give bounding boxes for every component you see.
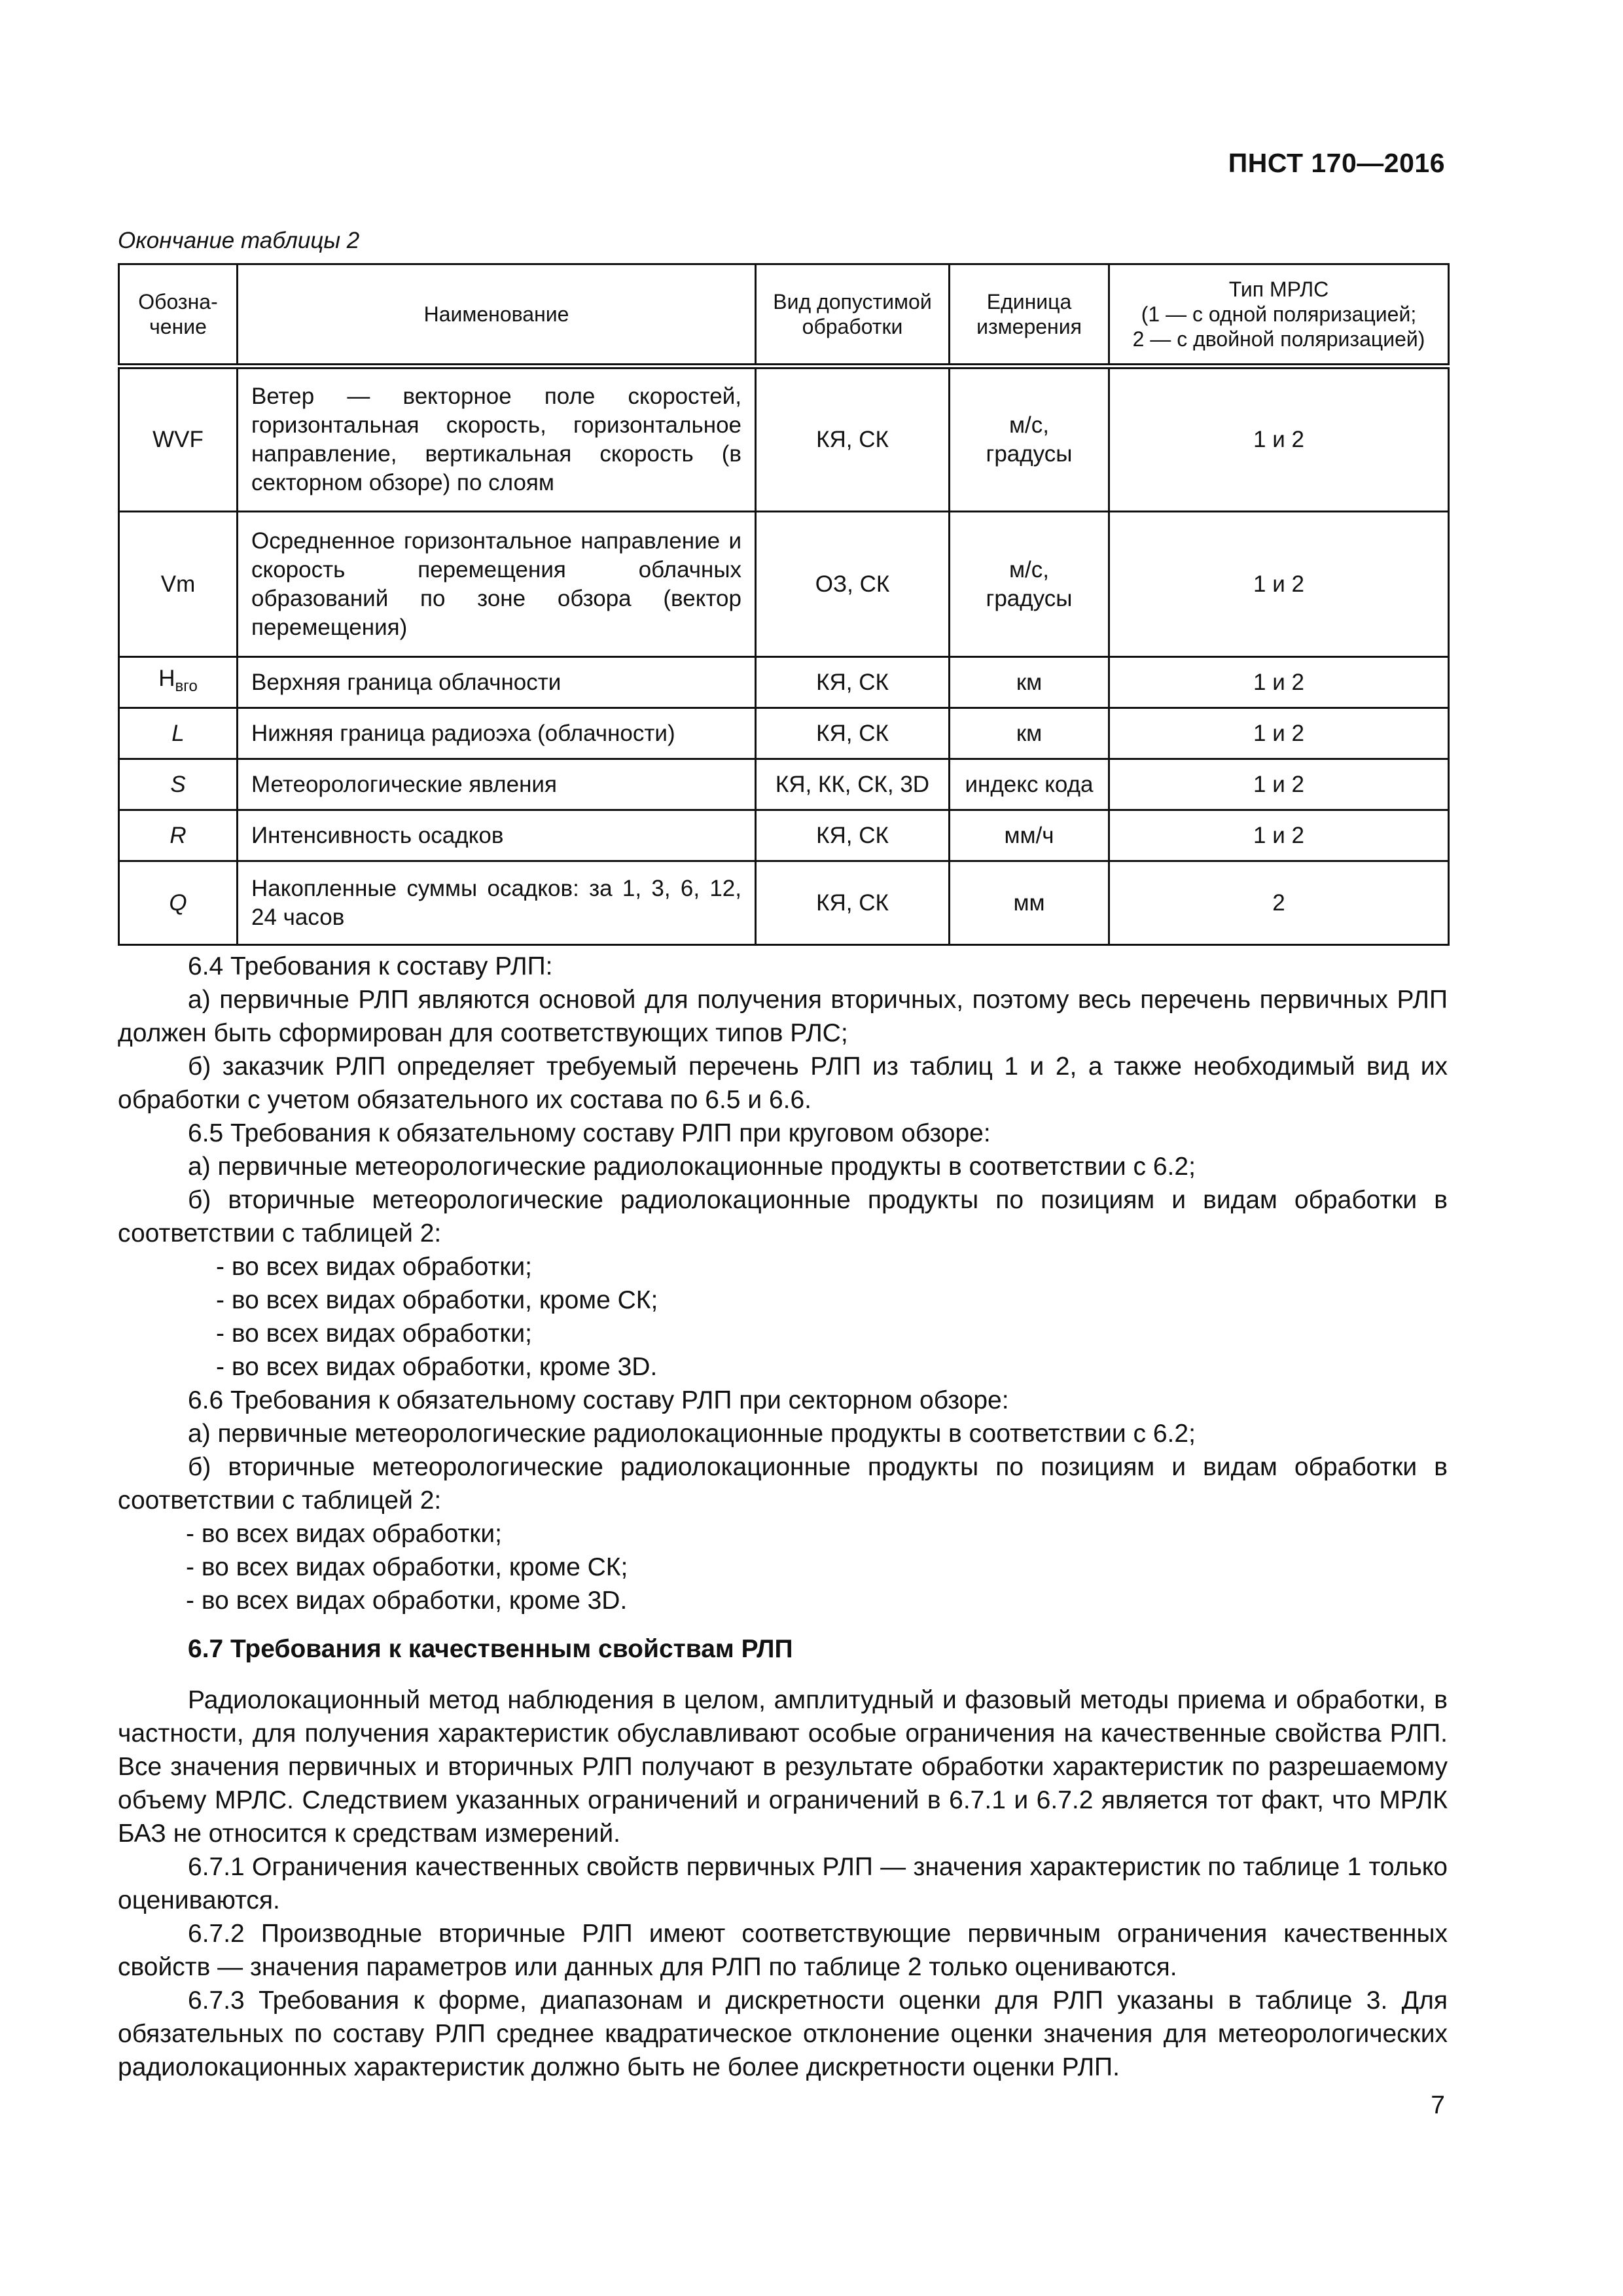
paragraph: а) первичные метеорологические радиолокационные продукты в соответствии с 6.2; [188, 1420, 1196, 1448]
cell-name: Накопленные суммы осадков: за 1, 3, 6, 12, 24 часов [238, 861, 756, 945]
table-header [119, 264, 1449, 367]
col-header-processing-text: Вид допустимой обработки [773, 290, 932, 338]
list-item: - во всех видах обработки; [216, 1319, 532, 1348]
cell-radar-type: 1 и 2 [1109, 708, 1449, 759]
col-header-radar-type-text: Тип МРЛС (1 — с одной поляризацией; 2 — с двойной поляризацией) [1132, 278, 1425, 351]
cell-name: Интенсивность осадков [238, 810, 756, 861]
list-item: - во всех видах обработки; [186, 1520, 502, 1548]
cell-name: Метеорологические явления [238, 759, 756, 810]
paragraph: а) первичные метеорологические радиолокационные продукты в соответствии с 6.2; [188, 1153, 1196, 1181]
cell-processing: КЯ, СК [756, 810, 950, 861]
cell-name: Ветер — векторное поле скоростей, горизонтальная скорость, горизонтальное направление, вертикальная скорость (в секторном обзоре) по слоям [238, 367, 756, 512]
list-item: - во всех видах обработки, кроме СК; [186, 1553, 628, 1581]
col-header-name-text: Наименование [423, 302, 569, 326]
table-row [119, 657, 1449, 708]
cell-radar-type: 1 и 2 [1109, 759, 1449, 810]
col-header-code-text: Обозна- чение [138, 290, 218, 338]
table-caption: Окончание таблицы 2 [118, 228, 360, 253]
paragraph: 6.4 Требования к составу РЛП: [188, 952, 553, 980]
list-item: - во всех видах обработки, кроме СК; [216, 1286, 658, 1314]
list-item: - во всех видах обработки, кроме 3D. [186, 1587, 628, 1615]
code-subscript: вго [175, 677, 198, 695]
cell-processing: КЯ, СК [756, 708, 950, 759]
cell-code [119, 861, 238, 945]
cell-code [119, 512, 238, 657]
cell-code [119, 657, 238, 708]
paragraph: 6.6 Требования к обязательному составу РЛП при секторном обзоре: [188, 1386, 1009, 1414]
cell-unit: м/с, градусы [950, 367, 1109, 512]
cell-radar-type: 2 [1109, 861, 1449, 945]
col-header-radar-type [1109, 264, 1449, 367]
cell-unit: км [950, 708, 1109, 759]
paragraph: б) заказчик РЛП определяет требуемый перечень РЛП из таблиц 1 и 2, а также необходимый вид их обработки с учетом обязательного их состава по 6.5 и 6.6. [118, 1052, 1448, 1114]
list-item: - во всех видах обработки, кроме 3D. [216, 1353, 658, 1381]
table-2 [118, 263, 1450, 946]
cell-name: Нижняя граница радиоэха (облачности) [238, 708, 756, 759]
cell-code [119, 708, 238, 759]
col-header-processing [756, 264, 950, 367]
col-header-name [238, 264, 756, 367]
cell-code [119, 759, 238, 810]
cell-code [119, 810, 238, 861]
col-header-code [119, 264, 238, 367]
cell-name: Осредненное горизонтальное направление и скорость перемещения облачных образований по зоне обзора (вектор перемещения) [238, 512, 756, 657]
paragraph: 6.5 Требования к обязательному составу РЛП при круговом обзоре: [188, 1119, 991, 1147]
page-number: 7 [1431, 2091, 1445, 2119]
code-text: WVF [152, 427, 204, 452]
cell-processing: ОЗ, СК [756, 512, 950, 657]
table-row [119, 810, 1449, 861]
cell-unit: мм/ч [950, 810, 1109, 861]
code-text: Q [169, 889, 187, 916]
col-header-unit-text: Единица измерения [976, 290, 1082, 338]
paragraph: 6.7.2 Производные вторичные РЛП имеют соответствующие первичным ограничения качественных свойств — значения параметров или данных для РЛП по таблице 2 только оцениваются. [118, 1920, 1448, 1981]
cell-radar-type: 1 и 2 [1109, 512, 1449, 657]
cell-processing: КЯ, СК [756, 367, 950, 512]
cell-code [119, 367, 238, 512]
paragraph: Радиолокационный метод наблюдения в целом, амплитудный и фазовый методы приема и обработки, в частности, для получения характеристик обуславливают особые ограничения на качественные свойства РЛП. Все значения первичных и вторичных РЛП получают в результате обработки характеристик по разрешаемому объему МРЛС. Следствием указанных ограничений и ограничений в 6.7.1 и 6.7.2 является тот факт, что МРЛК БАЗ не относится к средствам измерений. [118, 1686, 1448, 1848]
cell-processing: КЯ, СК [756, 861, 950, 945]
list-item: - во всех видах обработки; [216, 1253, 532, 1281]
cell-radar-type: 1 и 2 [1109, 810, 1449, 861]
cell-processing: КЯ, СК [756, 657, 950, 708]
table-row [119, 759, 1449, 810]
table-row [119, 861, 1449, 945]
cell-unit: км [950, 657, 1109, 708]
cell-unit: индекс кода [950, 759, 1109, 810]
section-heading: 6.7 Требования к качественным свойствам РЛП [188, 1635, 793, 1663]
code-text: S [170, 771, 186, 797]
paragraph: 6.7.3 Требования к форме, диапазонам и дискретности оценки для РЛП указаны в таблице 3. Для обязательных по составу РЛП среднее квадратическое отклонение оценки значения для метеорологических радиолокационных характеристик должно быть не более дискретности оценки РЛП. [118, 1986, 1448, 2081]
col-header-unit [950, 264, 1109, 367]
code-text: R [169, 822, 187, 848]
paragraph: а) первичные РЛП являются основой для получения вторичных, поэтому весь перечень первичных РЛП должен быть сформирован для соответствующих типов РЛС; [118, 986, 1448, 1047]
code-text: H [158, 665, 175, 691]
paragraph: б) вторичные метеорологические радиолокационные продукты по позициям и видам обработки в соответствии с таблицей 2: [118, 1186, 1448, 1247]
cell-unit: мм [950, 861, 1109, 945]
code-text: L [171, 720, 185, 746]
body-text [118, 950, 1448, 2084]
cell-name: Верхняя граница облачности [238, 657, 756, 708]
document-code: ПНСТ 170—2016 [1228, 148, 1445, 178]
paragraph: б) вторичные метеорологические радиолокационные продукты по позициям и видам обработки в соответствии с таблицей 2: [118, 1453, 1448, 1515]
cell-radar-type: 1 и 2 [1109, 657, 1449, 708]
table-row [119, 512, 1449, 657]
paragraph: 6.7.1 Ограничения качественных свойств первичных РЛП — значения характеристик по таблице 1 только оцениваются. [118, 1853, 1448, 1914]
table-body [119, 367, 1449, 945]
table-row [119, 367, 1449, 512]
cell-processing: КЯ, КК, СК, 3D [756, 759, 950, 810]
code-text: Vm [160, 571, 196, 597]
cell-unit: м/с, градусы [950, 512, 1109, 657]
table-row [119, 708, 1449, 759]
cell-radar-type: 1 и 2 [1109, 367, 1449, 512]
